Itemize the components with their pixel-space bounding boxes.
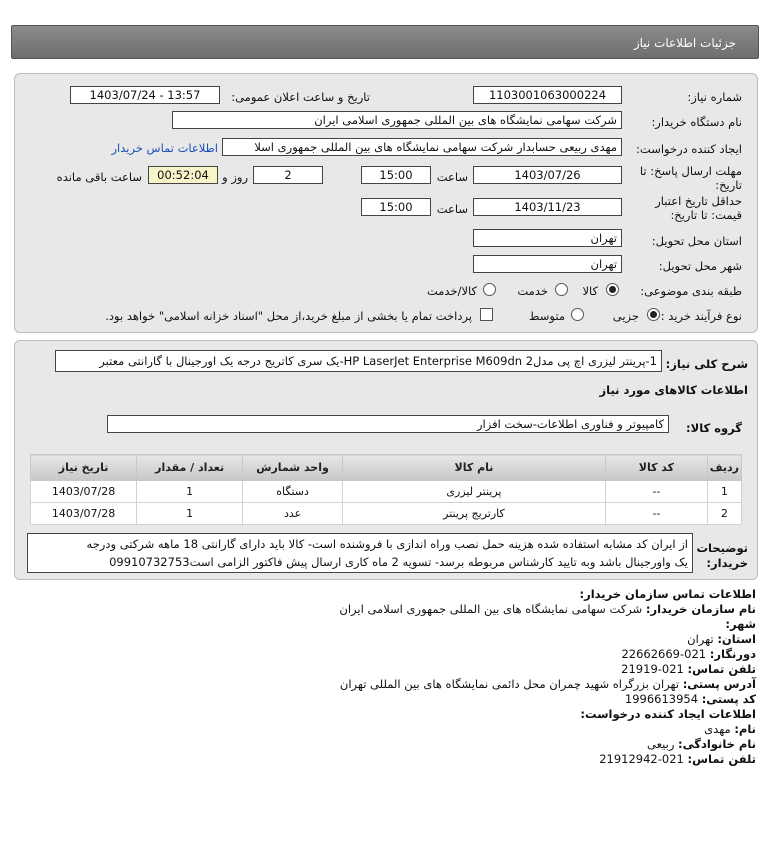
deadline-label-2: تاریخ: (715, 178, 742, 192)
item-qty: 1 (137, 503, 243, 525)
address-row: آدرس پستی: تهران بزرگراه شهید چمران محل دائمی نمایشگاه های بین المللی تهران (339, 677, 756, 691)
col-name-header: نام کالا (342, 455, 605, 481)
col-unit-header: واحد شمارش (243, 455, 343, 481)
category-goods-label: کالا (582, 284, 598, 298)
validity-label: حداقل تاریخ اعتبار (655, 194, 742, 208)
items-table (30, 454, 742, 525)
table-header-row (31, 455, 742, 481)
treasury-note: پرداخت تمام یا بخشی از مبلغ خرید،از محل "اسناد خزانه اسلامی" خواهد بود. (105, 309, 472, 323)
need-number-label: شماره نیاز: (687, 90, 742, 104)
item-name: پرینتر لیزری (342, 481, 605, 503)
purchase-minor-radio[interactable] (647, 308, 660, 321)
purchase-medium-label: متوسط (528, 309, 565, 323)
delivery-province-field[interactable]: تهران (473, 229, 622, 247)
buyer-notes-line-2: یک واورجینال باشد وبه تایید کارشناس مربوطه برسد- تسویه 2 ماه کاری ارسال پیش فاکتور الزامی است09910732753 (109, 555, 688, 569)
category-service-radio[interactable] (555, 283, 568, 296)
first-name-row: نام: مهدی (704, 722, 756, 736)
need-description-field[interactable]: 1-پرینتر لیزری اچ پی مدلHP LaserJet Enterprise M609dn 2-یک سری کاتریج درجه یک اورجینال با گارانتی معتبر (55, 350, 662, 372)
item-unit: دستگاه (243, 481, 343, 503)
row-number: 1 (707, 481, 741, 503)
remaining-time-field: 00:52:04 (148, 166, 218, 184)
deadline-label: مهلت ارسال پاسخ: تا (639, 164, 742, 178)
delivery-city-field[interactable]: تهران (473, 255, 622, 273)
page-title: جزئیات اطلاعات نیاز (633, 36, 736, 50)
col-code-header: کد کالا (606, 455, 708, 481)
phone-row: تلفن تماس: 021-21919 (621, 662, 756, 676)
category-both-label: کالا/خدمت (426, 284, 477, 298)
buyer-org-field[interactable]: شرکت سهامی نمایشگاه های بین المللی جمهوری اسلامی ایران (172, 111, 622, 129)
days-field[interactable]: 2 (253, 166, 323, 184)
treasury-checkbox[interactable] (480, 308, 493, 321)
delivery-city-label: شهر محل تحویل: (658, 259, 742, 273)
announce-field[interactable]: 1403/07/24 - 13:57 (70, 86, 220, 104)
days-label: روز و (222, 170, 248, 184)
item-qty: 1 (137, 481, 243, 503)
postal-code-row: کد پستی: 1996613954 (624, 692, 756, 706)
category-service-label: خدمت (517, 284, 548, 298)
creator-field[interactable]: مهدی ربیعی حسابدار شرکت سهامی نمایشگاه های بین المللی جمهوری اسلا (222, 138, 622, 156)
item-date: 1403/07/28 (31, 503, 137, 525)
item-code: -- (606, 503, 708, 525)
category-both-radio[interactable] (483, 283, 496, 296)
deadline-time-field[interactable]: 15:00 (361, 166, 431, 184)
need-number-field[interactable]: 1103001063000224 (473, 86, 622, 104)
purchase-minor-label: جزیی (612, 309, 639, 323)
deadline-time-label: ساعت (436, 170, 468, 184)
table-row[interactable] (31, 481, 742, 503)
purchase-type-label: نوع فرآیند خرید : (660, 309, 742, 323)
item-name: کارتریج پرینتر (342, 503, 605, 525)
delivery-province-label: استان محل تحویل: (651, 234, 742, 248)
item-date: 1403/07/28 (31, 481, 137, 503)
need-description-label: شرح کلی نیاز: (665, 357, 748, 371)
col-date-header: تاریخ نیاز (31, 455, 137, 481)
deadline-date-field[interactable]: 1403/07/26 (473, 166, 622, 184)
col-qty-header: تعداد / مقدار (137, 455, 243, 481)
validity-date-field[interactable]: 1403/11/23 (473, 198, 622, 216)
buyer-notes-label-2: خریدار: (706, 556, 748, 570)
buyer-org-label: نام دستگاه خریدار: (651, 115, 742, 129)
buyer-notes-line-1: از ایران کد مشابه استفاده شده هزینه حمل نصب وراه اندازی با فروشنده است- کالا باید دارای گارانتی 18 ماهه شرکتی ودرجه (86, 537, 688, 551)
creator-phone-row: تلفن تماس: 021-21912942 (599, 752, 756, 766)
city-row: شهر: (725, 617, 756, 631)
item-code: -- (606, 481, 708, 503)
category-goods-radio[interactable] (606, 283, 619, 296)
announce-label: تاریخ و ساعت اعلان عمومی: (231, 90, 370, 104)
goods-group-label: گروه کالا: (686, 421, 742, 435)
category-label: طبقه بندی موضوعی: (640, 284, 742, 298)
validity-label-2: قیمت: تا تاریخ: (670, 208, 742, 222)
items-section-title: اطلاعات کالاهای مورد نیاز (599, 383, 748, 397)
creator-label: ایجاد کننده درخواست: (636, 142, 742, 156)
org-name-row: نام سازمان خریدار: شرکت سهامی نمایشگاه های بین المللی جمهوری اسلامی ایران (339, 602, 756, 616)
buyer-notes-field[interactable] (27, 533, 693, 573)
fax-row: دورنگار: 021-22662669 (621, 647, 756, 661)
table-row[interactable] (31, 503, 742, 525)
page-header (11, 25, 759, 59)
last-name-row: نام خانوادگی: ربیعی (647, 737, 756, 751)
row-number: 2 (707, 503, 741, 525)
remaining-label: ساعت باقی مانده (56, 170, 142, 184)
validity-time-field[interactable]: 15:00 (361, 198, 431, 216)
buyer-contact-link[interactable]: اطلاعات تماس خریدار (111, 141, 218, 155)
creator-contact-title: اطلاعات ایجاد کننده درخواست: (580, 707, 756, 721)
province-row: استان: تهران (687, 632, 756, 646)
item-unit: عدد (243, 503, 343, 525)
purchase-medium-radio[interactable] (571, 308, 584, 321)
goods-group-field[interactable]: کامپیوتر و فناوری اطلاعات-سخت افزار (107, 415, 669, 433)
validity-time-label: ساعت (436, 202, 468, 216)
buyer-notes-label: توضیحات (696, 541, 748, 555)
buyer-contact-title: اطلاعات تماس سازمان خریدار: (579, 587, 756, 601)
col-row-header: ردیف (707, 455, 741, 481)
